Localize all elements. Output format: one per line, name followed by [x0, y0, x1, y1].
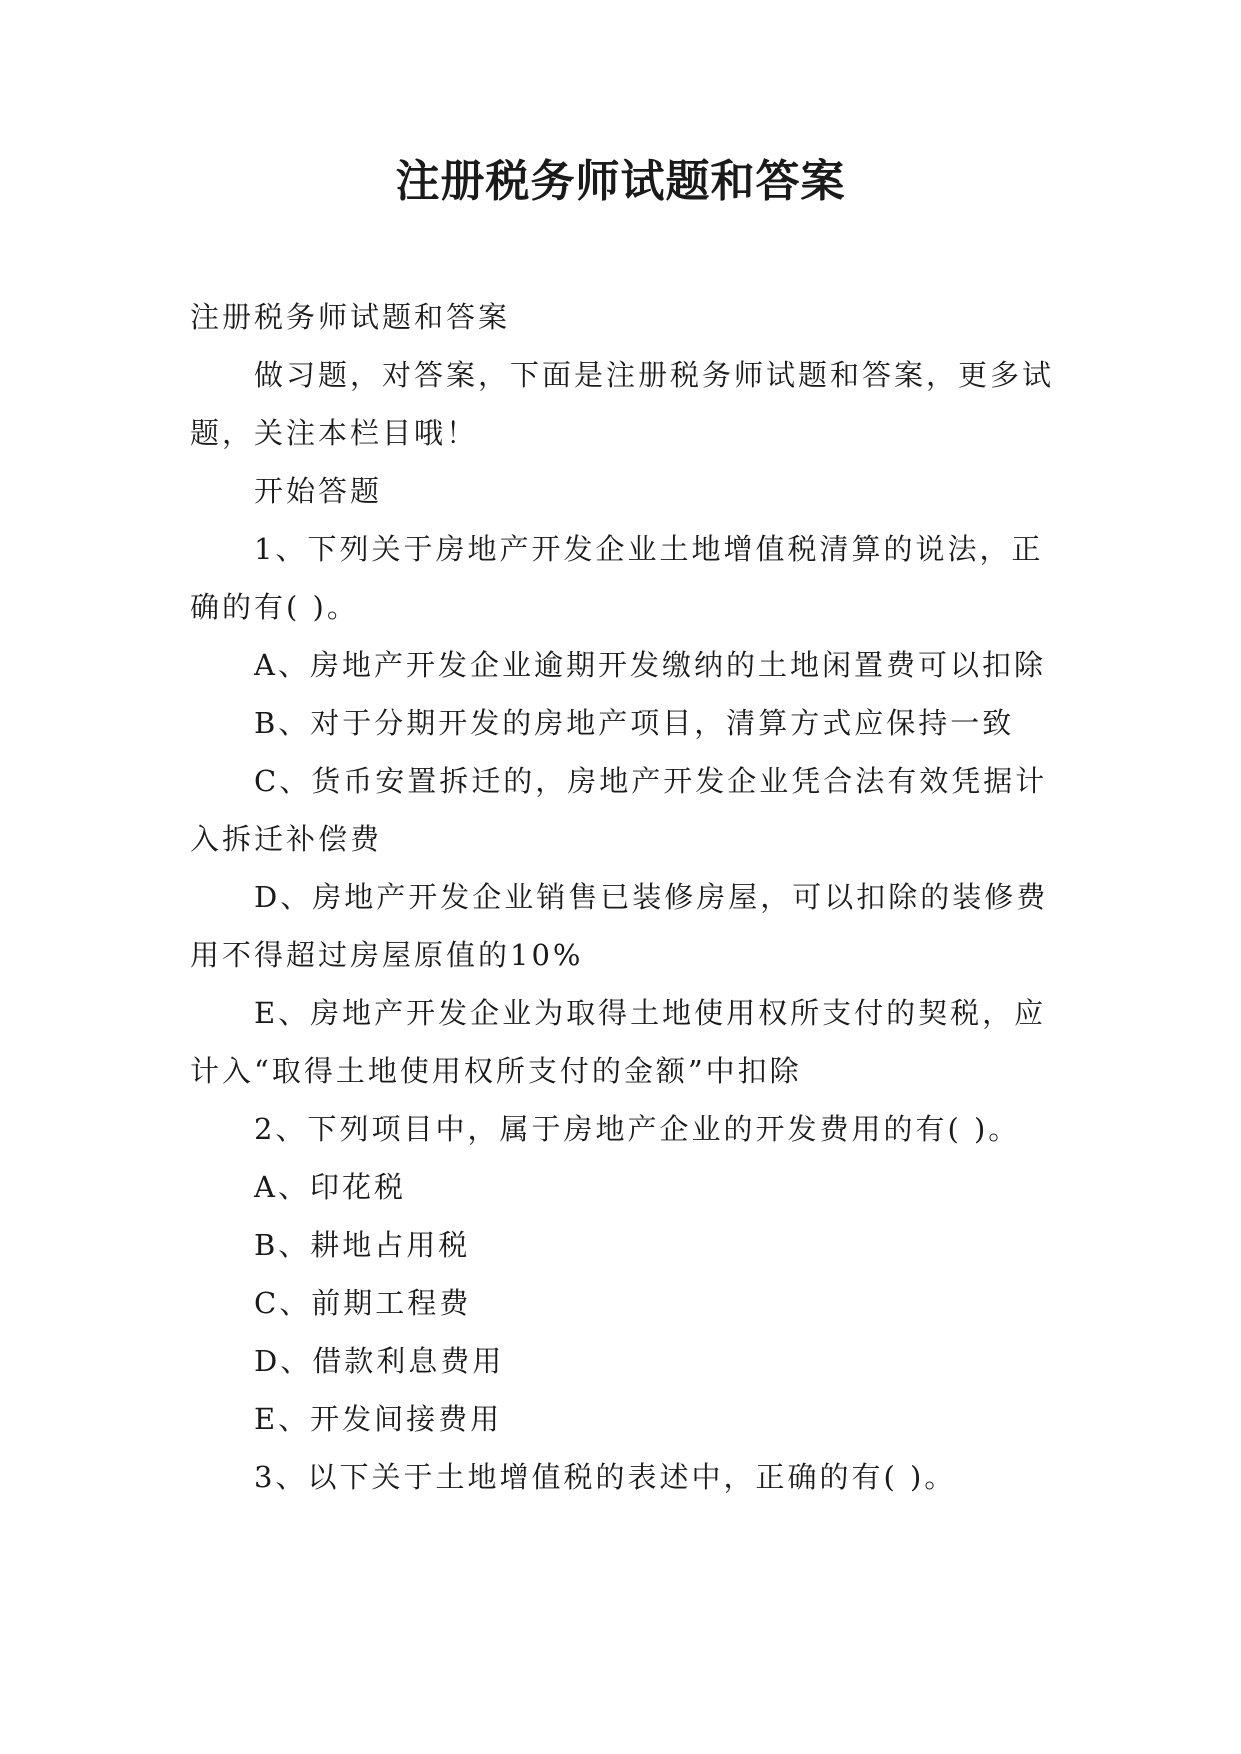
body-heading: 注册税务师试题和答案 [190, 300, 511, 334]
question-1-option-b: B、对于分期开发的房地产项目，清算方式应保持一致 [254, 706, 1015, 740]
document-body [190, 288, 1070, 1506]
question-2-option-a: A、印花税 [254, 1170, 406, 1204]
question-2-option-e: E、开发间接费用 [254, 1402, 503, 1436]
question-2-option-c: C、前期工程费 [254, 1286, 472, 1320]
question-1-option-d: D、房地产开发企业销售已装修房屋，可以扣除的装修费用不得超过房屋原值的10% [190, 880, 1049, 972]
question-1-option-e: E、房地产开发企业为取得土地使用权所支付的契税，应计入“取得土地使用权所支付的金额”中扣除 [190, 996, 1047, 1088]
question-2: 2、下列项目中，属于房地产企业的开发费用的有( )。 [254, 1112, 1021, 1146]
question-1-option-a: A、房地产开发企业逾期开发缴纳的土地闲置费可以扣除 [254, 648, 1046, 682]
question-1-option-c: C、货币安置拆迁的，房地产开发企业凭合法有效凭据计入拆迁补偿费 [190, 764, 1048, 856]
question-2-option-d: D、借款利息费用 [254, 1344, 505, 1378]
document-title: 注册税务师试题和答案 [395, 156, 846, 207]
question-3: 3、以下关于土地增值税的表述中，正确的有( )。 [254, 1460, 957, 1494]
start-label: 开始答题 [254, 474, 383, 508]
question-2-option-b: B、耕地占用税 [254, 1228, 471, 1262]
intro-paragraph: 做习题，对答案，下面是注册税务师试题和答案，更多试题，关注本栏目哦！ [190, 358, 1055, 450]
question-1: 1、下列关于房地产开发企业土地增值税清算的说法，正确的有( )。 [190, 532, 1044, 624]
